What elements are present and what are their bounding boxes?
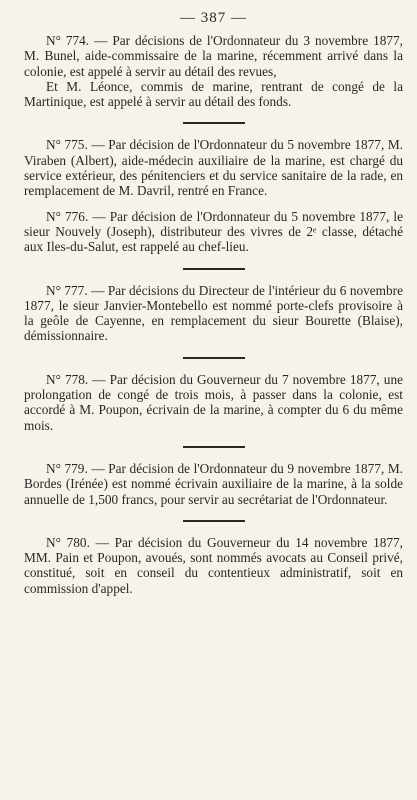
entry-775 [24, 137, 403, 198]
entry-778 [24, 372, 403, 433]
section-divider [183, 122, 245, 124]
section-divider [183, 446, 245, 448]
entry-paragraph: N° 780. — Par décision du Gouverneur du 14 novembre 1877, MM. Pain et Poupon, avoués, sont nommés avocats au Conseil privé, constitué, soit en conseil du contentieux administratif, soit en commission d'appel. [24, 534, 403, 596]
entry-774 [24, 33, 403, 109]
entry-paragraph: N° 775. — Par décision de l'Ordonnateur du 5 novembre 1877, M. Viraben (Albert), aide-médecin auxiliaire de la marine, est chargé du service extérieur, des pénitenciers et du service sanitaire de la rade, en remplacement de M. Davril, rentré en France. [24, 137, 403, 199]
section-divider [183, 268, 245, 270]
entry-paragraph: N° 774. — Par décisions de l'Ordonnateur du 3 novembre 1877, M. Bunel, aide-commissaire de la marine, récemment arrivé dans la colonie, est appelé à servir au détail des revues, [24, 33, 403, 79]
entry-paragraph: Et M. Léonce, commis de marine, rentrant de congé de la Martinique, est appelé à servir au détail des fonds. [24, 78, 403, 110]
entry-paragraph: N° 776. — Par décision de l'Ordonnateur du 5 novembre 1877, le sieur Nouvely (Joseph), distributeur des vivres de 2ᵉ classe, détaché aux Iles-du-Salut, est rappelé au chef-lieu. [24, 208, 403, 255]
section-divider [183, 357, 245, 359]
page-number: — 387 — [180, 10, 247, 26]
entry-776 [24, 209, 403, 255]
entry-paragraph: N° 777. — Par décisions du Directeur de l'intérieur du 6 novembre 1877, le sieur Janvier-Montebello est nommé porte-clefs provisoire à la geôle de Cayenne, en remplacement du sieur Bourette (Blaise), démissionnaire. [24, 282, 403, 344]
section-divider [183, 520, 245, 522]
entry-780 [24, 535, 403, 596]
entry-777 [24, 283, 403, 344]
entry-paragraph: N° 778. — Par décision du Gouverneur du 7 novembre 1877, une prolongation de congé de trois mois, à passer dans la colonie, est accordé à M. Poupon, écrivain de la marine, à compter du 6 du même mois. [24, 371, 403, 433]
entry-paragraph: N° 779. — Par décision de l'Ordonnateur du 9 novembre 1877, M. Bordes (Irénée) est nommé écrivain auxiliaire de la marine, à la solde annuelle de 1,500 francs, pour servir au secrétariat de l'Ordonnateur. [24, 460, 403, 507]
entry-779 [24, 461, 403, 507]
